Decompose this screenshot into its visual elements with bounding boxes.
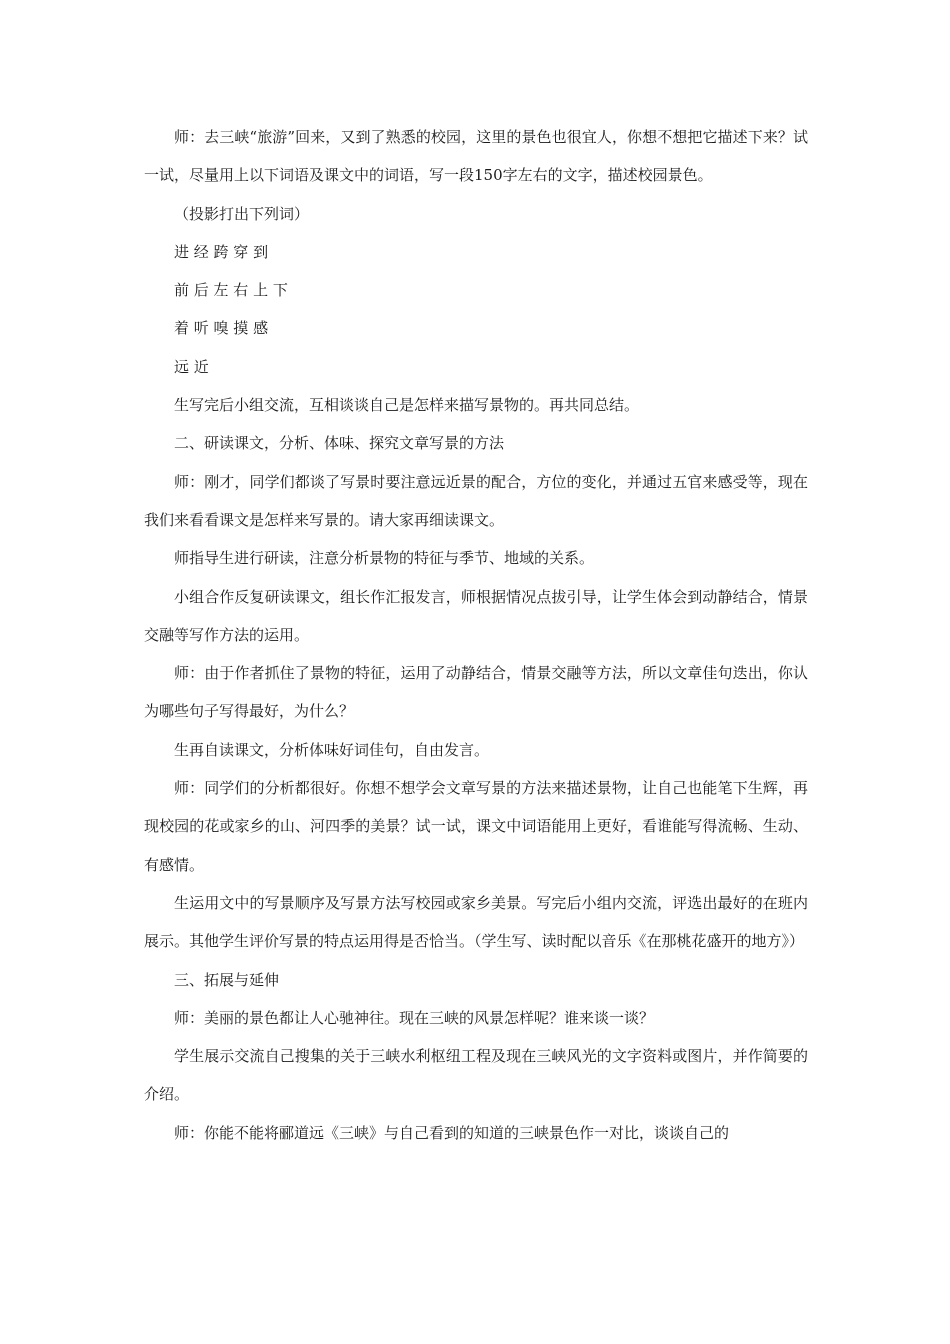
- section-heading: 二、研读课文，分析、体味、探究文章写景的方法: [174, 434, 505, 453]
- paragraph: 师：同学们的分析都很好。你想不想学会文章写景的方法来描述景物，让自己也能笔下生辉，再现校园的花或家乡的山、河四季的美景？试一试，课文中词语能用上更好，看谁能写得流畅、生动、有感情。: [144, 779, 808, 874]
- section-heading: 三、拓展与延伸: [174, 970, 280, 989]
- word-list-line: 远 近: [174, 357, 209, 376]
- paragraph: 生再自读课文，分析体味好词佳句，自由发言。: [174, 740, 490, 759]
- paragraph: 小组合作反复研读课文，组长作汇报发言，师根据情况点拔引导，让学生体会到动静结合，情景交融等写作方法的运用。: [144, 587, 808, 644]
- word-list-line: 着 听 嗅 摸 感: [174, 319, 269, 338]
- word-list-line: 前 后 左 右 上 下: [174, 281, 288, 300]
- paragraph: 师：去三峡“旅游”回来，又到了熟悉的校园，这里的景色也很宜人，你想不想把它描述下来？试一试，尽量用上以下词语及课文中的词语，写一段150字左右的文字，描述校园景色。: [144, 128, 808, 185]
- paragraph: 生写完后小组交流，互相谈谈自己是怎样来描写景物的。再共同总结。: [174, 396, 640, 415]
- paragraph: 学生展示交流自己搜集的关于三峡水利枢纽工程及现在三峡风光的文字资料或图片，并作简要的介绍。: [144, 1047, 808, 1104]
- paragraph: （投影打出下列词）: [174, 204, 310, 223]
- word-list-line: 进 经 跨 穿 到: [174, 242, 269, 261]
- document-body: [144, 118, 808, 1152]
- paragraph: 生运用文中的写景顺序及写景方法写校园或家乡美景。写完后小组内交流，评选出最好的在班内展示。其他学生评价写景的特点运用得是否恰当。（学生写、读时配以音乐《在那桃花盛开的地方》）: [144, 893, 808, 951]
- paragraph: 师：你能不能将郦道远《三峡》与自己看到的知道的三峡景色作一对比，谈谈自己的: [174, 1123, 730, 1142]
- paragraph: 师指导生进行研读，注意分析景物的特征与季节、地域的关系。: [174, 549, 595, 568]
- paragraph: 师：由于作者抓住了景物的特征，运用了动静结合，情景交融等方法，所以文章佳句迭出，你认为哪些句子写得最好，为什么？: [144, 664, 808, 721]
- paragraph: 师：美丽的景色都让人心驰神往。现在三峡的风景怎样呢？谁来谈一谈？: [174, 1008, 655, 1027]
- paragraph: 师：刚才，同学们都谈了写景时要注意远近景的配合，方位的变化，并通过五官来感受等，现在我们来看看课文是怎样来写景的。请大家再细读课文。: [144, 472, 808, 529]
